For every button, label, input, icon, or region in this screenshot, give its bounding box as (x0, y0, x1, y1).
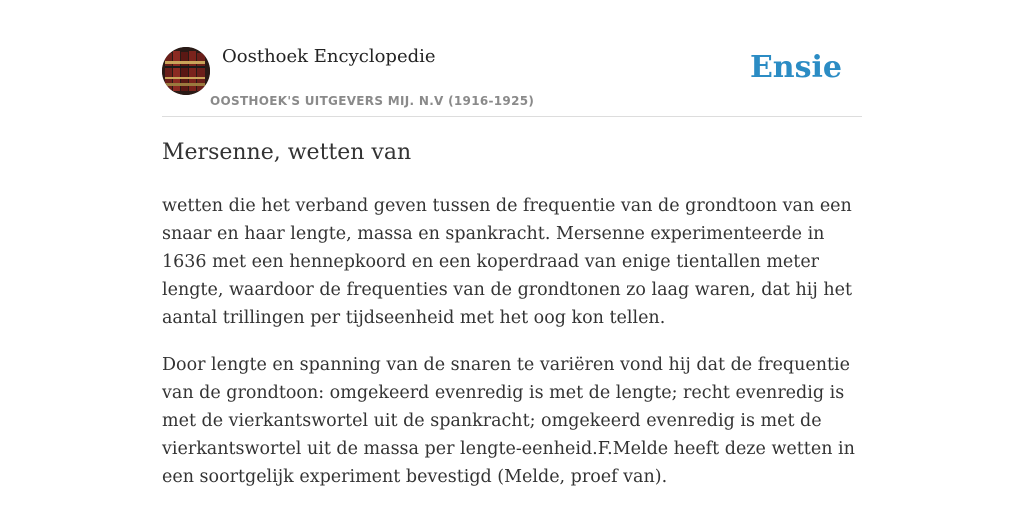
ensie-logo-link[interactable]: Ensie (749, 50, 842, 85)
book-spines-icon (162, 47, 210, 95)
article-paragraph: wetten die het verband geven tussen de frequentie van de grondtoon van een snaar en haar lengte, massa en spankracht. Mersenne experimenteerde in 1636 met een hennepkoord en een koperdraad van enige tientallen meter lengte, waardoor de frequenties van de grondtonen zo laag waren, dat hij het aantal trillingen per tijdseenheid met het oog kon tellen. (162, 196, 853, 328)
article-body (162, 192, 864, 510)
publisher-label: OOSTHOEK'S UITGEVERS MIJ. N.V (1916-1925) (210, 94, 535, 108)
publication-avatar[interactable] (162, 47, 210, 95)
article-title: Mersenne, wetten van (162, 140, 412, 165)
publication-header (162, 44, 862, 117)
article-paragraph: Door lengte en spanning van de snaren te variëren vond hij dat de frequentie van de grondtoon: omgekeerd evenredig is met de lengte; recht evenredig is met de vierkantswortel uit de spankracht; omgekeerd evenredig is met de vierkantswortel uit de massa per lengte-eenheid.F.Melde heeft deze wetten in een soortgelijk experiment bevestigd (Melde, proef van). (162, 355, 855, 487)
publication-name[interactable]: Oosthoek Encyclopedie (222, 46, 436, 67)
